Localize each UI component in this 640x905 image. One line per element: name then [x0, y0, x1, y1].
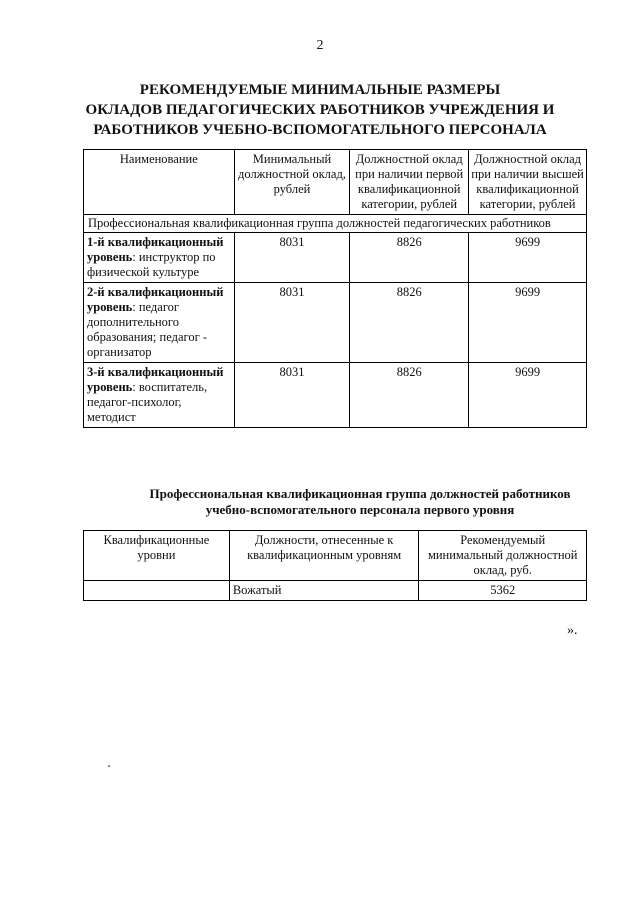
group-row	[84, 215, 587, 233]
salary-cell: 5362	[419, 581, 587, 601]
group-label: Профессиональная квалификационная группа должностей педагогических работников	[84, 215, 587, 233]
header-recommended-salary: Рекомендуемый минимальный должностной оклад, руб.	[419, 531, 587, 581]
header-positions: Должности, отнесенные к квалификационным уровням	[229, 531, 419, 581]
position-cell: Вожатый	[229, 581, 419, 601]
min-salary-cell: 8031	[234, 233, 350, 283]
header-highest-category: Должностной оклад при наличии высшей квалификационной категории, рублей	[469, 150, 587, 215]
min-salary-cell: 8031	[234, 283, 350, 363]
table-row	[84, 283, 587, 363]
header-min-salary: Минимальный должностной оклад, рублей	[234, 150, 350, 215]
level-name: 1-й квалификационный уровень	[87, 235, 224, 264]
table-row	[84, 363, 587, 428]
level-name: 3-й квалификационный уровень	[87, 365, 224, 394]
first-category-cell: 8826	[350, 363, 469, 428]
level-positions: : инструктор по физической культуре	[87, 250, 216, 279]
level-cell	[84, 233, 235, 283]
header-first-category: Должностной оклад при наличии первой квалификационной категории, рублей	[350, 150, 469, 215]
title-line-1: РЕКОМЕНДУЕМЫЕ МИНИМАЛЬНЫЕ РАЗМЕРЫ	[139, 82, 501, 98]
salary-table-pedagogical	[83, 149, 587, 428]
first-category-cell: 8826	[350, 283, 469, 363]
page-number: 2	[316, 38, 324, 53]
first-category-cell: 8826	[350, 233, 469, 283]
level-cell	[84, 581, 230, 601]
level-cell	[84, 363, 235, 428]
salary-table-support-staff	[83, 530, 587, 601]
header-name: Наименование	[84, 150, 235, 215]
header-levels: Квалификационные уровни	[84, 531, 230, 581]
closing-quote: ».	[567, 623, 578, 638]
section-title-line-1: Профессиональная квалификационная группа должностей работников	[149, 486, 571, 501]
highest-category-cell: 9699	[469, 233, 587, 283]
section-title-line-2: учебно-вспомогательного персонала первого уровня	[205, 502, 515, 517]
title-line-3: РАБОТНИКОВ УЧЕБНО-ВСПОМОГАТЕЛЬНОГО ПЕРСОНАЛА	[93, 122, 547, 138]
table-header-row	[84, 150, 587, 215]
table-header-row	[84, 531, 587, 581]
table-row	[84, 581, 587, 601]
highest-category-cell: 9699	[469, 363, 587, 428]
highest-category-cell: 9699	[469, 283, 587, 363]
level-positions: : педагог дополнительного образования; педагог - организатор	[87, 300, 207, 359]
table-row	[84, 233, 587, 283]
section-title	[80, 486, 640, 518]
level-name: 2-й квалификационный уровень	[87, 285, 224, 314]
level-cell	[84, 283, 235, 363]
document-title	[60, 80, 580, 140]
scan-speck	[108, 765, 110, 767]
min-salary-cell: 8031	[234, 363, 350, 428]
title-line-2: ОКЛАДОВ ПЕДАГОГИЧЕСКИХ РАБОТНИКОВ УЧРЕЖДЕНИЯ И	[85, 102, 555, 118]
level-positions: : воспитатель, педагог-психолог, методист	[87, 380, 208, 424]
